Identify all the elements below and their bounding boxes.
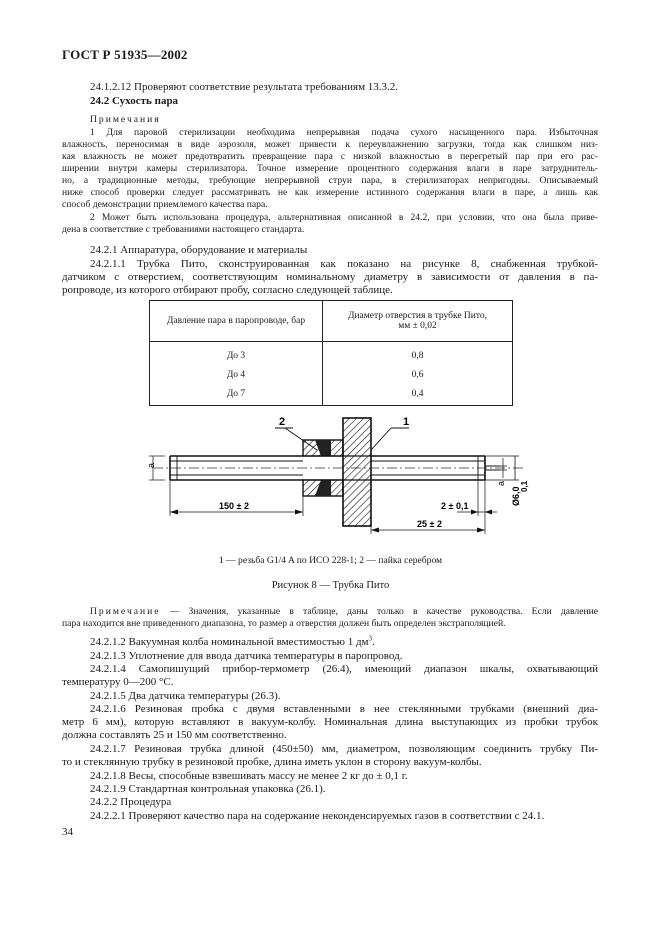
table-cell-diameter: 0,8 (323, 342, 513, 366)
document-header: ГОСТ Р 51935—2002 (62, 47, 188, 62)
paragraph-24-2-1-4-line-2: температуру 0—200 °С. (62, 676, 174, 688)
note-1-line-7: способ демонстрации приемлемого качества пара. (62, 199, 268, 210)
dim-tip-25: 25 ± 2 (417, 519, 442, 529)
paragraph-24-2-1-6-line-2: метр 6 мм), которую вставляют в вакуум-колбу. Номинальная длина выступающих из пробки трубок (62, 716, 598, 728)
note-1-line-6: ниже способ проверки следует рассматривать не как измерение истинного содержания влаги в паре, а лишь как (62, 187, 598, 198)
note-2-line-1: 2 Может быть использована процедура, альтернативная описанной в 24.2, при условии, что она была приве- (90, 212, 598, 223)
table-header-diameter-line-1: Диаметр отверстия в трубке Пито, (347, 311, 488, 321)
orifice-diameter-table (149, 300, 513, 406)
table-row (150, 384, 513, 406)
section-heading-24-2: 24.2 Сухость пара (90, 95, 179, 107)
paragraph-24-1-2-12: 24.1.2.12 Проверяют соответствие результата требованиям 13.3.2. (90, 81, 399, 93)
table-row (150, 342, 513, 366)
superscript-3: 3 (368, 634, 372, 643)
paragraph-24-2-1-9: 24.2.1.9 Стандартная контрольная упаковка (26.1). (90, 783, 326, 795)
table-cell-diameter: 0,4 (323, 384, 513, 406)
figure-legend: 1 — резьба G1/4 A по ИСО 228-1; 2 — пайка серебром (218, 555, 443, 566)
dim-small-2: 2 ± 0,1 (441, 501, 469, 511)
note-3-line-2: пара находится вне приведенного диапазона, то размер a отверстия должен быть определен экстраполяцией. (62, 618, 506, 629)
note-2-line-2: дена в соответствие с требованиями настоящего стандарта. (62, 224, 305, 235)
note-3-rest: — Значения, указанные в таблице, даны только в качестве руководства. Если давление (160, 606, 598, 617)
paragraph-24-2-1-1-line-2: датчиком с отверстием, соответствующим номинальному диаметру в зависимости от давления в па- (62, 271, 598, 283)
callout-leader-2 (285, 428, 317, 450)
paragraph-24-2-1-2-end: . (372, 636, 375, 648)
dim-a-right: a (496, 480, 506, 486)
pitot-tube-drawing (135, 406, 529, 544)
table-row (150, 365, 513, 384)
note-1-line-3: кая влажность не может предотвратить превращение пара с низкой влажностью в перегретый пар при его рас- (62, 151, 598, 162)
paragraph-24-2-1-2 (62, 636, 598, 649)
note-3-label: Примечание (90, 606, 161, 617)
paragraph-24-2-1-7-line-2: то и стеклянную трубку в резиновой пробке, длина иметь уклон в сторону вакуум-колбы. (62, 756, 482, 768)
paragraph-24-2-1-1-line-3: ропроводе, из которого отбирают пробу, согласно следующей таблице. (62, 284, 393, 296)
callout-1: 1 (403, 416, 410, 428)
dim-tolerance: 0,1 (520, 480, 529, 492)
note-1-line-2: влажность, переносимая в виде аэрозоля, может привести к переувлажнению загрузки, тогда как слишком низ- (62, 139, 598, 150)
paragraph-24-2-1-7-line-1: 24.2.1.7 Резиновая трубка длиной (450±50) мм, диаметром, позволяющим соединить трубку Пи- (90, 743, 598, 755)
note-3-line-1 (62, 606, 598, 618)
notes-heading: Примечания (90, 114, 161, 125)
paragraph-24-2-1-4-line-1: 24.2.1.4 Самопишущий прибор-термометр (26.4), имеющий диапазон шкалы, охватывающий (90, 663, 598, 675)
table-cell-diameter: 0,6 (323, 365, 513, 384)
note-1-line-1: 1 Для паровой стерилизации необходима непрерывная подача сухого насыщенного пара. Избыточная (90, 127, 598, 138)
paragraph-24-2-1-8: 24.2.1.8 Весы, способные взвешивать массу не менее 2 кг до ± 0,1 г. (90, 770, 408, 782)
note-1-line-5: но, а традиционные методы, требующие непрерывной струи пара, в стерилизаторах непригодны. Описываемый (62, 175, 598, 186)
table-cell-pressure: До 4 (150, 365, 323, 384)
table-header-diameter-line-2: мм ± 0,02 (398, 321, 437, 331)
paragraph-24-2-1-5: 24.2.1.5 Два датчика температуры (26.3). (90, 690, 281, 702)
figure-caption: Рисунок 8 — Трубка Пито (271, 580, 390, 591)
paragraph-24-2-1-6-line-3: должна составлять 25 и 150 мм соответственно. (62, 729, 287, 741)
paragraph-24-2-1-3: 24.2.1.3 Уплотнение для ввода датчика температуры в паропровод. (90, 650, 403, 662)
paragraph-24-2-1-6-line-1: 24.2.1.6 Резиновая пробка с двумя вставленными в нее стеклянными трубками (внешний диа- (90, 703, 598, 715)
dim-a-left: a (146, 462, 156, 468)
callout-2: 2 (279, 416, 286, 428)
flange-section (343, 418, 371, 526)
table-header-diameter (323, 301, 513, 342)
paragraph-24-2-1-2-text: 24.2.1.2 Вакуумная колба номинальной вместимостью 1 дм (90, 636, 369, 648)
note-1-line-4: ширении внутри камеры стерилизатора. Точное измерение процентного содержания влаги в паре затруднитель- (62, 163, 598, 174)
page-number: 34 (62, 826, 73, 838)
paragraph-24-2-1-1-line-1: 24.2.1.1 Трубка Пито, сконструированная как показано на рисунке 8, снабженная трубкой- (90, 258, 598, 270)
dim-length-150: 150 ± 2 (219, 501, 249, 511)
section-heading-24-2-2: 24.2.2 Процедура (90, 796, 172, 808)
table-cell-pressure: До 7 (150, 384, 323, 406)
dim-diameter: Ø6,0 (511, 486, 521, 506)
table-cell-pressure: До 3 (150, 342, 323, 366)
table-header-pressure: Давление пара в паропроводе, бар (150, 301, 323, 342)
section-heading-24-2-1: 24.2.1 Аппаратура, оборудование и материалы (90, 244, 308, 256)
paragraph-24-2-2-1: 24.2.2.1 Проверяют качество пара на содержание неконденсируемых газов в соответствии с 24.1. (90, 810, 545, 822)
